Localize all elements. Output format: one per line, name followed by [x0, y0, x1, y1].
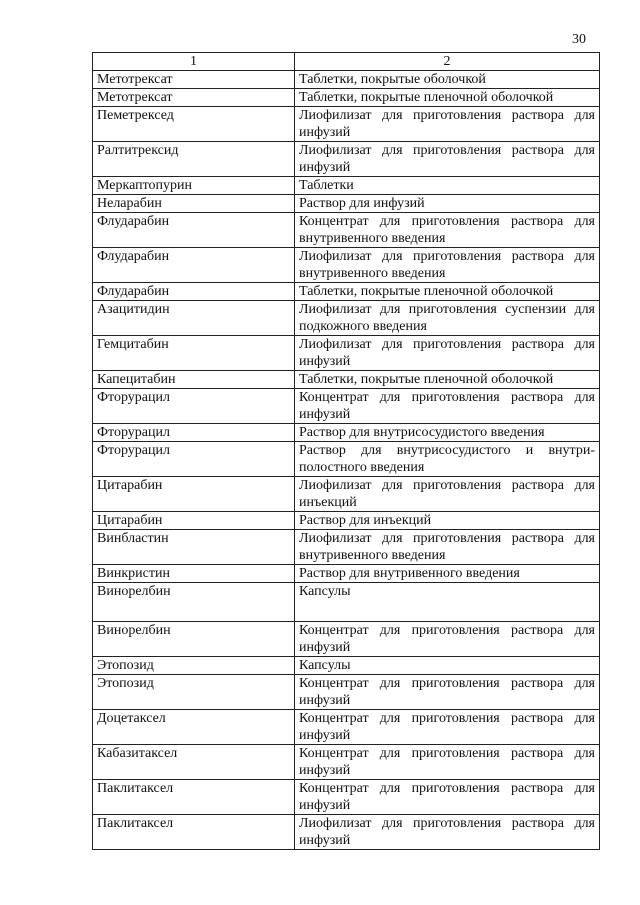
drug-name-cell: Винорелбин — [93, 583, 295, 622]
drug-name-cell: Винкристин — [93, 565, 295, 583]
column-header-1: 1 — [93, 53, 295, 71]
drug-name-cell: Паклитаксел — [93, 780, 295, 815]
drug-name-cell: Доцетаксел — [93, 710, 295, 745]
table-row — [93, 283, 600, 301]
table-row — [93, 815, 600, 850]
dosage-form-cell: Лиофилизат для приготовления раствора для инфузий — [295, 107, 600, 142]
table-row — [93, 195, 600, 213]
drug-name-cell: Капецитабин — [93, 371, 295, 389]
table-row — [93, 675, 600, 710]
drug-name-cell: Фторурацил — [93, 442, 295, 477]
drug-name-cell: Пеметрексед — [93, 107, 295, 142]
drug-name-cell: Винбластин — [93, 530, 295, 565]
drug-name-cell: Фторурацил — [93, 424, 295, 442]
dosage-form-cell: Капсулы — [295, 657, 600, 675]
drug-name-cell: Этопозид — [93, 675, 295, 710]
dosage-form-cell: Лиофилизат для приготовления раствора для внутривенного введения — [295, 530, 600, 565]
drug-name-cell: Цитарабин — [93, 512, 295, 530]
table-row — [93, 477, 600, 512]
table-header-row — [93, 53, 600, 71]
drug-name-cell: Цитарабин — [93, 477, 295, 512]
dosage-form-cell: Концентрат для приготовления раствора для инфузий — [295, 780, 600, 815]
table-row — [93, 89, 600, 107]
dosage-form-cell: Лиофилизат для приготовления раствора для инфузий — [295, 336, 600, 371]
dosage-form-cell: Лиофилизат для приготовления раствора для инфузий — [295, 142, 600, 177]
table-row — [93, 512, 600, 530]
drug-name-cell: Флударабин — [93, 248, 295, 283]
dosage-form-cell: Таблетки, покрытые пленочной оболочкой — [295, 283, 600, 301]
page-number: 30 — [572, 32, 586, 47]
table-row — [93, 424, 600, 442]
drug-name-cell: Фторурацил — [93, 389, 295, 424]
table-row — [93, 142, 600, 177]
table-row — [93, 336, 600, 371]
drug-name-cell: Гемцитабин — [93, 336, 295, 371]
drug-name-cell: Меркаптопурин — [93, 177, 295, 195]
table-row — [93, 622, 600, 657]
dosage-form-cell: Таблетки — [295, 177, 600, 195]
table-row — [93, 71, 600, 89]
dosage-form-cell: Концентрат для приготовления раствора для инфузий — [295, 389, 600, 424]
dosage-form-cell: Раствор для инфузий — [295, 195, 600, 213]
drug-name-cell: Винорелбин — [93, 622, 295, 657]
dosage-form-cell: Концентрат для приготовления раствора для инфузий — [295, 675, 600, 710]
drug-name-cell: Метотрексат — [93, 71, 295, 89]
table-row — [93, 583, 600, 622]
drug-name-cell: Ралтитрексид — [93, 142, 295, 177]
dosage-form-cell: Лиофилизат для приготовления раствора для инъекций — [295, 477, 600, 512]
drug-name-cell: Неларабин — [93, 195, 295, 213]
dosage-form-cell: Раствор для внутрисосудистого и внутри-полостного введения — [295, 442, 600, 477]
dosage-form-cell: Капсулы — [295, 583, 600, 622]
dosage-form-cell: Лиофилизат для приготовления раствора для внутривенного введения — [295, 248, 600, 283]
dosage-form-cell: Концентрат для приготовления раствора для инфузий — [295, 710, 600, 745]
drug-name-cell: Паклитаксел — [93, 815, 295, 850]
table-row — [93, 213, 600, 248]
table-row — [93, 389, 600, 424]
dosage-form-cell: Раствор для внутривенного введения — [295, 565, 600, 583]
drug-name-cell: Метотрексат — [93, 89, 295, 107]
dosage-form-cell: Раствор для внутрисосудистого введения — [295, 424, 600, 442]
dosage-form-cell: Лиофилизат для приготовления суспензии для подкожного введения — [295, 301, 600, 336]
dosage-form-cell: Концентрат для приготовления раствора для внутривенного введения — [295, 213, 600, 248]
drug-name-cell: Кабазитаксел — [93, 745, 295, 780]
drug-table — [92, 52, 600, 850]
table-row — [93, 530, 600, 565]
table-row — [93, 107, 600, 142]
column-header-2: 2 — [295, 53, 600, 71]
table-row — [93, 177, 600, 195]
drug-name-cell: Флударабин — [93, 213, 295, 248]
dosage-form-cell: Таблетки, покрытые пленочной оболочкой — [295, 89, 600, 107]
table-row — [93, 565, 600, 583]
dosage-form-cell: Таблетки, покрытые пленочной оболочкой — [295, 371, 600, 389]
table-row — [93, 657, 600, 675]
drug-name-cell: Азацитидин — [93, 301, 295, 336]
drug-name-cell: Этопозид — [93, 657, 295, 675]
dosage-form-cell: Концентрат для приготовления раствора для инфузий — [295, 622, 600, 657]
table-row — [93, 301, 600, 336]
dosage-form-cell: Таблетки, покрытые оболочкой — [295, 71, 600, 89]
table-row — [93, 248, 600, 283]
table-row — [93, 442, 600, 477]
dosage-form-cell: Лиофилизат для приготовления раствора для инфузий — [295, 815, 600, 850]
table-row — [93, 710, 600, 745]
table-row — [93, 371, 600, 389]
drug-name-cell: Флударабин — [93, 283, 295, 301]
table-row — [93, 780, 600, 815]
dosage-form-cell: Концентрат для приготовления раствора для инфузий — [295, 745, 600, 780]
dosage-form-cell: Раствор для инъекций — [295, 512, 600, 530]
table-row — [93, 745, 600, 780]
